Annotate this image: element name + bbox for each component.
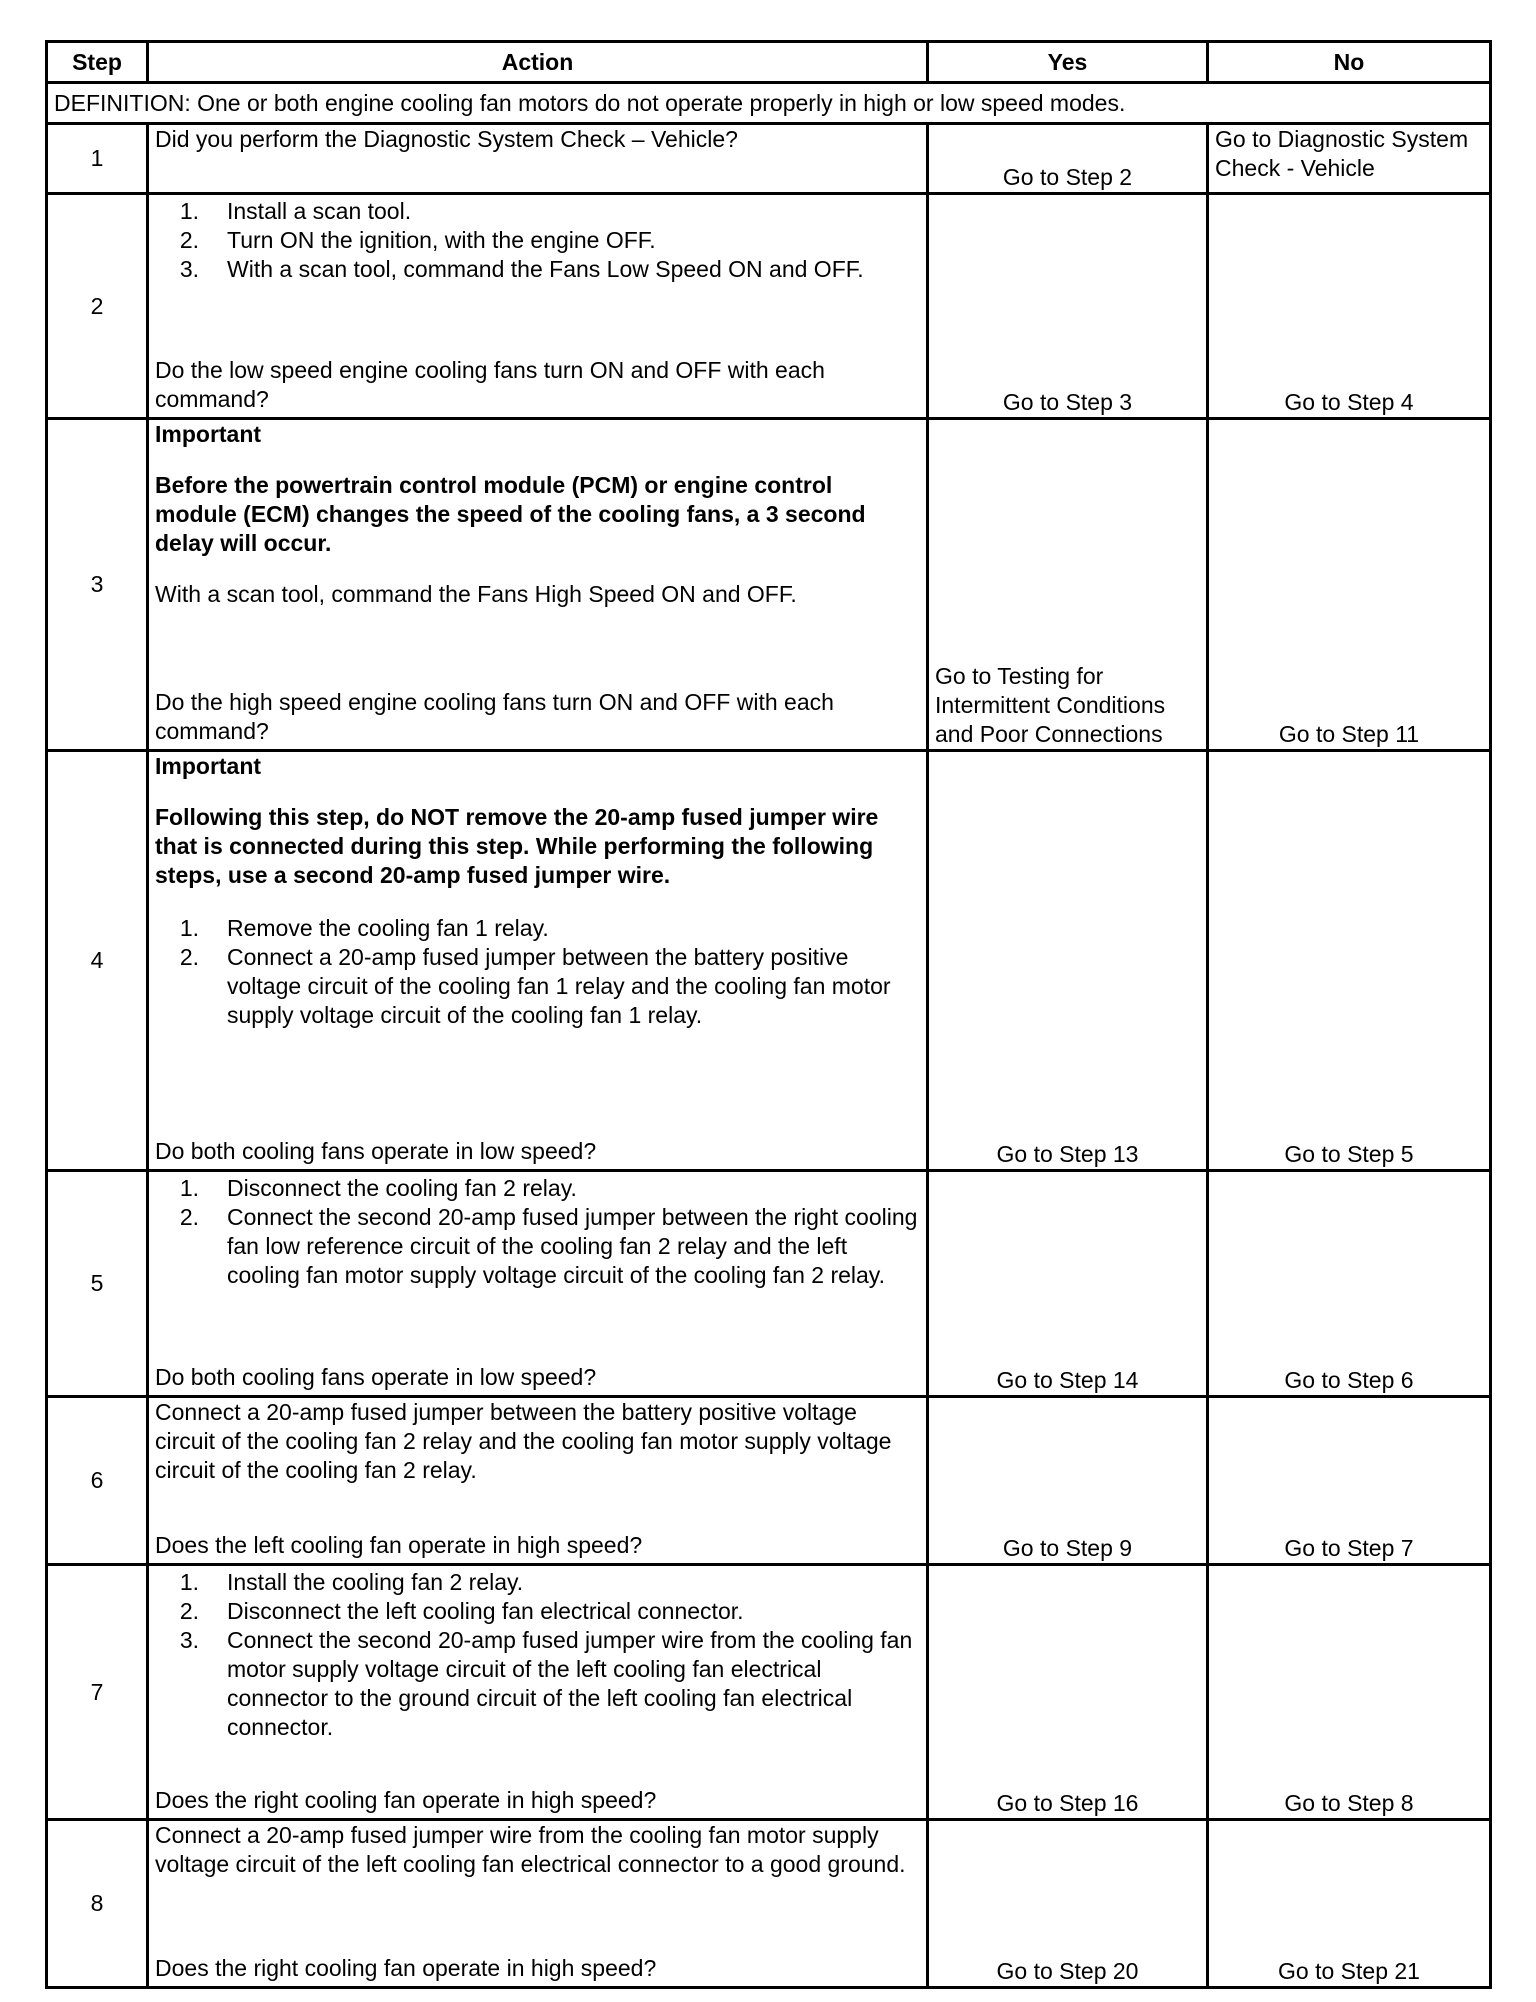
important-text: Before the powertrain control module (PCM) or engine control module (ECM) changes the speed of the cooling fans, a 3 second delay will occur.: [155, 472, 866, 556]
question-text: Do the low speed engine cooling fans turn ON and OFF with each command?: [155, 357, 825, 412]
step-number: 1: [47, 124, 148, 194]
no-cell: Go to Step 21: [1208, 1820, 1491, 1988]
table-row: [47, 419, 1491, 751]
action-cell: [148, 1397, 928, 1565]
step-number: 8: [47, 1820, 148, 1988]
no-cell: Go to Step 5: [1208, 751, 1491, 1171]
definition-row: [47, 83, 1491, 124]
question-text: Does the left cooling fan operate in high speed?: [155, 1532, 643, 1558]
yes-cell: Go to Testing for Intermittent Conditions and Poor Connections: [928, 419, 1208, 751]
table-row: [47, 1171, 1491, 1397]
important-label: Important: [155, 421, 262, 447]
question-text: Did you perform the Diagnostic System Check – Vehicle?: [155, 126, 738, 152]
yes-cell: Go to Step 3: [928, 194, 1208, 419]
table-row: [47, 194, 1491, 419]
list-item: 1. Install the cooling fan 2 relay.: [179, 1569, 524, 1595]
list-item: 2. Disconnect the left cooling fan electrical connector.: [179, 1598, 744, 1624]
no-cell: Go to Step 8: [1208, 1565, 1491, 1820]
list-item: 2. Connect a 20-amp fused jumper between the battery positive voltage circuit of the cooling fan 1 relay and the cooling fan motor supply voltage circuit of the cooling fan 1 relay.: [179, 944, 891, 1028]
yes-cell: Go to Step 9: [928, 1397, 1208, 1565]
important-label: Important: [155, 753, 262, 779]
no-cell: Go to Step 4: [1208, 194, 1491, 419]
action-list: [155, 1568, 920, 1742]
action-list: [155, 914, 920, 1030]
list-item: 1. Remove the cooling fan 1 relay.: [179, 915, 549, 941]
instruction-text: With a scan tool, command the Fans High Speed ON and OFF.: [155, 581, 797, 607]
important-text: Following this step, do NOT remove the 20-amp fused jumper wire that is connected during this step. While performing the following steps, use a second 20-amp fused jumper wire.: [155, 804, 879, 888]
table-row: [47, 1565, 1491, 1820]
table-row: [47, 1397, 1491, 1565]
no-cell: Go to Step 7: [1208, 1397, 1491, 1565]
action-cell: [148, 1171, 928, 1397]
list-item: 2. Connect the second 20-amp fused jumper between the right cooling fan low reference circuit of the cooling fan 2 relay and the left cooling fan motor supply voltage circuit of the cooling fan 2 relay.: [179, 1204, 918, 1288]
diagnostic-table: [45, 40, 1492, 1989]
action-cell: [148, 194, 928, 419]
table-row: [47, 124, 1491, 194]
step-number: 5: [47, 1171, 148, 1397]
question-text: Do both cooling fans operate in low speed?: [155, 1138, 597, 1164]
no-cell: Go to Step 11: [1208, 419, 1491, 751]
step-number: 4: [47, 751, 148, 1171]
step-number: 3: [47, 419, 148, 751]
action-cell: [148, 751, 928, 1171]
question-text: Does the right cooling fan operate in high speed?: [155, 1787, 657, 1813]
step-number: 7: [47, 1565, 148, 1820]
header-no: No: [1208, 42, 1491, 83]
question-text: Do both cooling fans operate in low speed?: [155, 1364, 597, 1390]
action-list: [155, 1174, 920, 1290]
table-row: [47, 751, 1491, 1171]
header-yes: Yes: [928, 42, 1208, 83]
list-item: 2. Turn ON the ignition, with the engine OFF.: [179, 227, 656, 253]
list-item: 1. Disconnect the cooling fan 2 relay.: [179, 1175, 577, 1201]
yes-cell: Go to Step 14: [928, 1171, 1208, 1397]
action-cell: [148, 124, 928, 194]
question-text: Do the high speed engine cooling fans turn ON and OFF with each command?: [155, 689, 834, 744]
step-number: 6: [47, 1397, 148, 1565]
no-cell: Go to Diagnostic System Check - Vehicle: [1208, 124, 1491, 194]
table-row: [47, 1820, 1491, 1988]
question-text: Does the right cooling fan operate in high speed?: [155, 1955, 657, 1981]
action-list: [155, 197, 920, 284]
instruction-text: Connect a 20-amp fused jumper between the battery positive voltage circuit of the cooling fan 2 relay and the cooling fan motor supply voltage circuit of the cooling fan 2 relay.: [155, 1399, 892, 1483]
action-cell: [148, 419, 928, 751]
no-cell: Go to Step 6: [1208, 1171, 1491, 1397]
header-row: [47, 42, 1491, 83]
yes-cell: Go to Step 20: [928, 1820, 1208, 1988]
list-item: 1. Install a scan tool.: [179, 198, 412, 224]
action-cell: [148, 1565, 928, 1820]
yes-cell: Go to Step 16: [928, 1565, 1208, 1820]
step-number: 2: [47, 194, 148, 419]
definition-text: DEFINITION: One or both engine cooling fan motors do not operate properly in high or low speed modes.: [47, 83, 1491, 124]
yes-cell: Go to Step 2: [928, 124, 1208, 194]
list-item: 3. Connect the second 20-amp fused jumper wire from the cooling fan motor supply voltage circuit of the left cooling fan electrical connector to the ground circuit of the left cooling fan electrical connector.: [179, 1627, 913, 1740]
instruction-text: Connect a 20-amp fused jumper wire from the cooling fan motor supply voltage circuit of the left cooling fan electrical connector to a good ground.: [155, 1822, 906, 1877]
header-action: Action: [148, 42, 928, 83]
yes-cell: Go to Step 13: [928, 751, 1208, 1171]
action-cell: [148, 1820, 928, 1988]
list-item: 3. With a scan tool, command the Fans Low Speed ON and OFF.: [179, 256, 864, 282]
header-step: Step: [47, 42, 148, 83]
